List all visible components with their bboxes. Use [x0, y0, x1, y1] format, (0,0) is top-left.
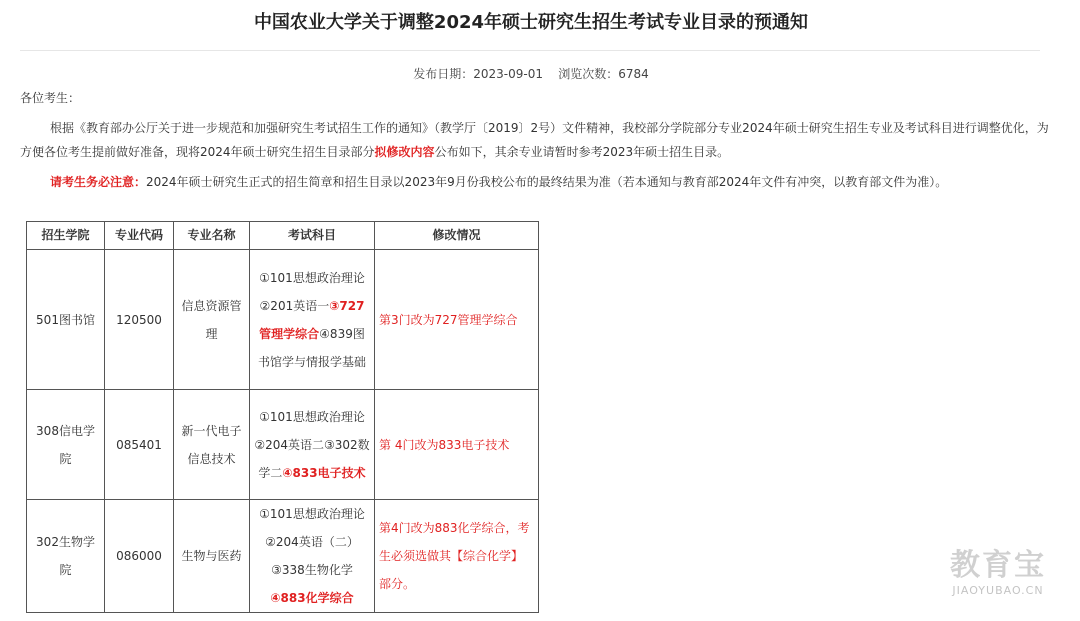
cell-college: 302生物学院 — [27, 500, 105, 613]
cell-subjects — [250, 250, 375, 390]
cell-major: 新一代电子信息技术 — [174, 390, 250, 500]
watermark-main: 教育宝 — [950, 548, 1046, 583]
intro-text-b: 公布如下，其余专业请暂时参考2023年硕士招生目录。 — [434, 145, 730, 159]
subjects-changed: ④883化学综合 — [270, 591, 354, 605]
watermark-sub: JIAOYUBAO.CN — [952, 584, 1044, 597]
header-revision: 修改情况 — [375, 222, 539, 250]
greeting: 各位考生： — [20, 91, 81, 105]
table-header-row — [27, 222, 539, 250]
subjects-tail: ④839图书馆学与情报学基础 — [257, 326, 366, 369]
table-row — [27, 500, 539, 613]
majors-table — [26, 221, 539, 613]
cell-subjects — [250, 500, 375, 613]
intro-text-a: 根据《教育部办公厅关于进一步规范和加强研究生考试招生工作的通知》（教学厅〔2019〕2号）文件精神，我校部分学院部分专业2024年硕士研究生招生专业及考试科目进行调整优化，为方便各位考生提前做好准备，现将2024年硕士研究生招生目录部分 — [20, 121, 1049, 159]
watermark-logo — [928, 548, 1068, 608]
cell-code: 120500 — [105, 250, 174, 390]
cell-college: 501图书馆 — [27, 250, 105, 390]
subjects-changed: ③727管理学综合 — [259, 298, 365, 341]
notice-paragraph — [20, 170, 1060, 194]
cell-code: 086000 — [105, 500, 174, 613]
cell-major: 信息资源管理 — [174, 250, 250, 390]
cell-revision: 第 4门改为833电子技术 — [375, 390, 539, 500]
cell-revision: 第3门改为727管理学综合 — [375, 250, 539, 390]
table-row — [27, 250, 539, 390]
intro-paragraph — [20, 116, 1050, 164]
table-row — [27, 390, 539, 500]
page-title: 中国农业大学关于调整2024年硕士研究生招生考试专业目录的预通知 — [253, 12, 809, 33]
view-count: 浏览次数：6784 — [558, 67, 649, 81]
cell-revision: 第4门改为883化学综合，考生必须选做其【综合化学】部分。 — [375, 500, 539, 613]
notice-text: 2024年硕士研究生正式的招生简章和招生目录以2023年9月份我校公布的最终结果为准（若本通知与教育部2024年文件有冲突，以教育部文件为准）。 — [146, 175, 948, 189]
subjects-plain: ①101思想政治理论②204英语（二）③338生物化学 — [259, 507, 365, 577]
title-divider — [20, 50, 1040, 51]
subjects-changed: ④833电子技术 — [282, 465, 366, 480]
notice-label: 请考生务必注意： — [50, 175, 147, 189]
cell-code: 085401 — [105, 390, 174, 500]
cell-subjects — [250, 390, 375, 500]
article-meta — [0, 66, 1062, 82]
subjects-plain: ①101思想政治理论②201英语一 — [259, 270, 365, 313]
header-college: 招生学院 — [27, 222, 105, 250]
intro-highlight: 拟修改内容 — [374, 145, 435, 159]
cell-major: 生物与医药 — [174, 500, 250, 613]
header-subjects: 考试科目 — [250, 222, 375, 250]
subjects-plain: ①101思想政治理论②204英语二③302数学二 — [254, 409, 370, 480]
header-code: 专业代码 — [105, 222, 174, 250]
header-major: 专业名称 — [174, 222, 250, 250]
cell-college: 308信电学院 — [27, 390, 105, 500]
publish-date: 发布日期：2023-09-01 — [413, 67, 543, 81]
